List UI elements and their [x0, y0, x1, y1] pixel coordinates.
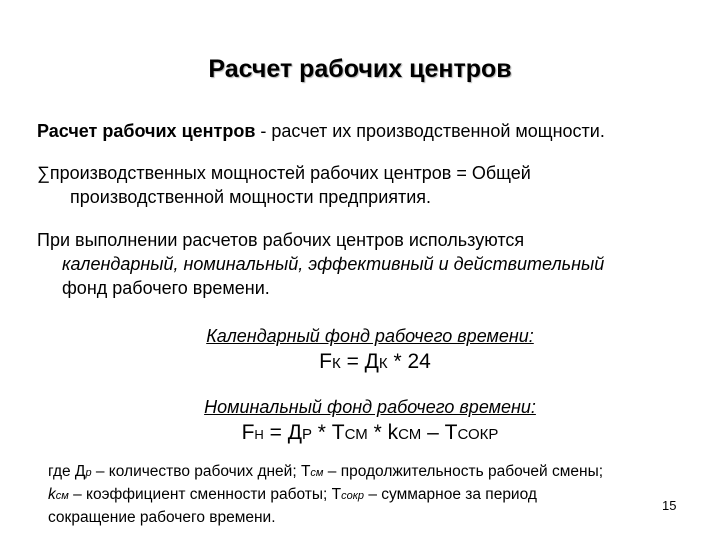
- legend-line1: где Др – количество рабочих дней; Тсм – продолжительность рабочей смены;: [48, 463, 604, 480]
- funds-line2: календарный, номинальный, эффективный и действительный: [62, 254, 605, 274]
- legend-line3: сокращение рабочего времени.: [48, 509, 276, 526]
- page-title: Расчет рабочих центров: [208, 55, 512, 83]
- sum-rule-line1: ∑производственных мощностей рабочих центров = Общей: [37, 163, 531, 183]
- funds-line3: фонд рабочего времени.: [62, 278, 270, 298]
- definition-text: - расчет их производственной мощности.: [255, 121, 605, 141]
- definition-line: [37, 120, 605, 142]
- nominal-fund-heading: Номинальный фонд рабочего времени:: [204, 397, 536, 417]
- calendar-fund-formula: FК = ДК * 24: [319, 350, 431, 373]
- funds-line1: При выполнении расчетов рабочих центров используются: [37, 230, 525, 250]
- legend-line2: kсм – коэффициент сменности работы; Тсокр – суммарное за период: [48, 486, 537, 503]
- sum-rule-line2: производственной мощности предприятия.: [70, 187, 432, 207]
- nominal-fund-formula: FН = ДР * ТСМ * kСМ – ТСОКР: [241, 421, 499, 444]
- definition-term: Расчет рабочих центров: [37, 121, 256, 141]
- calendar-fund-heading: Календарный фонд рабочего времени:: [206, 326, 534, 346]
- page-number: 15: [662, 498, 677, 513]
